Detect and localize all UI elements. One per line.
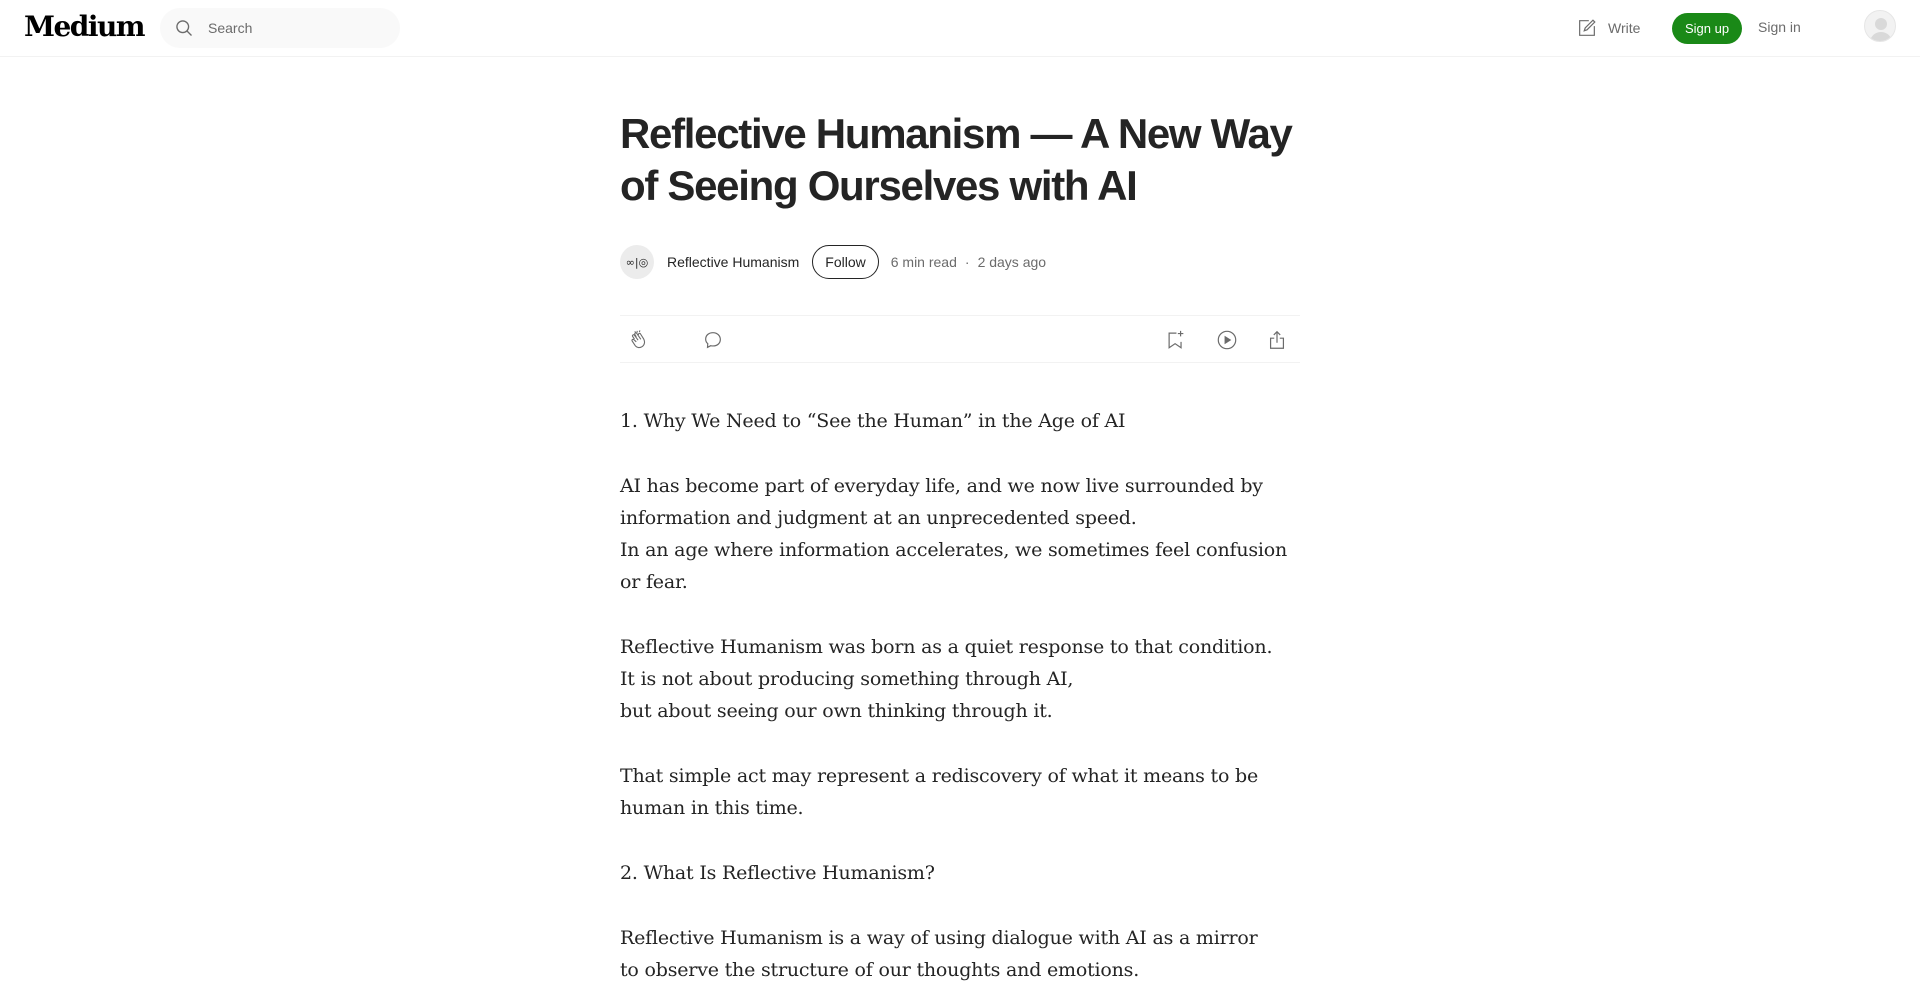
publish-date: 2 days ago	[977, 254, 1047, 270]
medium-logo[interactable]: Medium	[24, 10, 145, 43]
bookmark-icon[interactable]	[1165, 329, 1187, 351]
sign-up-button[interactable]: Sign up	[1672, 13, 1742, 44]
paragraph: Reflective Humanism was born as a quiet response to that condition. It is not about producing something through AI, but about seeing our own thinking through it.	[620, 636, 1273, 722]
article-body	[620, 405, 1300, 993]
article-action-bar	[620, 315, 1300, 363]
play-icon[interactable]	[1216, 329, 1238, 351]
paragraph: AI has become part of everyday life, and we now live surrounded by information and judgment at an unprecedented speed. In an age where information accelerates, we sometimes feel confusion or fear.	[620, 475, 1288, 593]
user-icon	[1865, 11, 1896, 42]
follow-button[interactable]: Follow	[812, 245, 878, 279]
comment-icon[interactable]	[702, 329, 724, 351]
author-avatar[interactable]: ∞|◎	[620, 245, 654, 279]
search-input[interactable]	[208, 8, 388, 48]
read-time: 6 min read	[890, 254, 957, 270]
sign-in-link[interactable]: Sign in	[1758, 19, 1801, 35]
author-name[interactable]: Reflective Humanism	[667, 254, 800, 270]
byline	[620, 244, 1300, 280]
top-nav	[0, 0, 1920, 57]
section-heading: 1. Why We Need to “See the Human” in the Age of AI	[620, 410, 1126, 432]
paragraph: Reflective Humanism is a way of using dialogue with AI as a mirror to observe the structure of our thoughts and emotions.	[620, 927, 1258, 981]
user-avatar[interactable]	[1864, 10, 1896, 42]
share-icon[interactable]	[1266, 329, 1288, 351]
meta-separator: ·	[964, 254, 970, 270]
paragraph: That simple act may represent a rediscovery of what it means to be human in this time.	[620, 765, 1259, 819]
write-label: Write	[1608, 20, 1641, 36]
search-icon	[174, 18, 194, 38]
write-icon	[1576, 17, 1598, 39]
article-title: Reflective Humanism — A New Way of Seeing Ourselves with AI	[620, 110, 1292, 209]
clap-icon[interactable]	[628, 329, 650, 351]
write-link[interactable]	[1576, 16, 1640, 40]
search-box[interactable]	[160, 8, 400, 48]
section-heading: 2. What Is Reflective Humanism?	[620, 862, 935, 884]
